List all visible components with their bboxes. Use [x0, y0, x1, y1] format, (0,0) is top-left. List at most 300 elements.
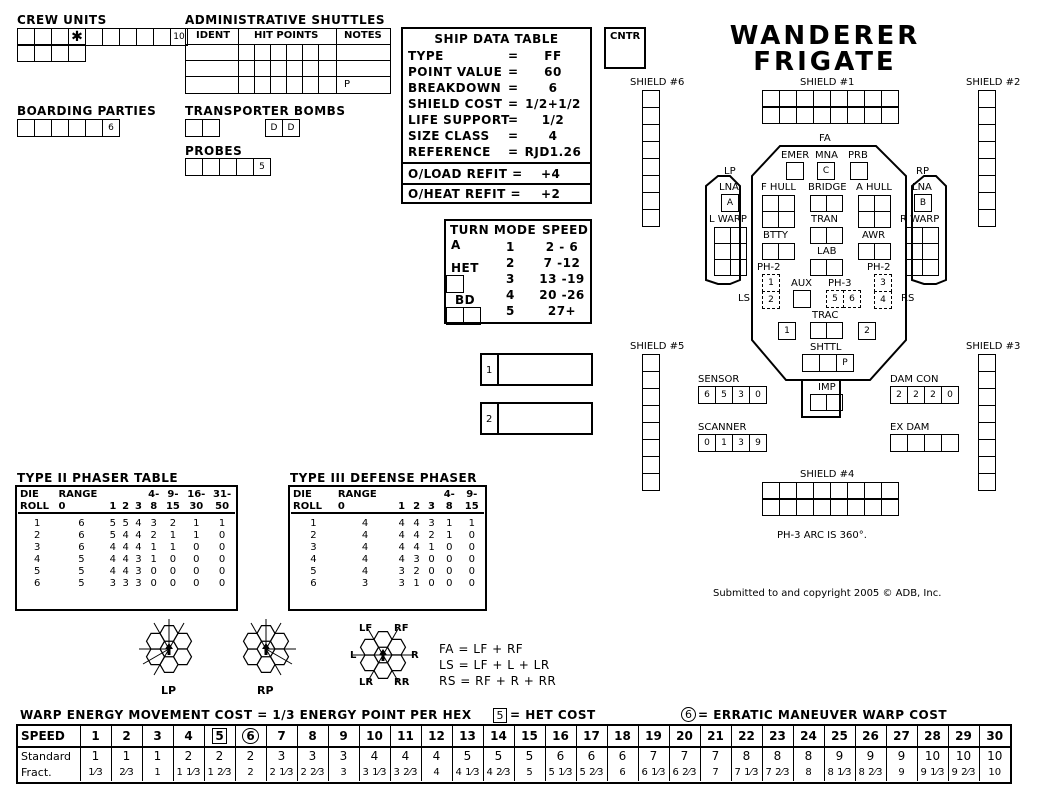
speed-cell	[204, 726, 235, 747]
cntr-box[interactable]	[604, 27, 646, 69]
arc-formula-fa: FA = LF + RF	[439, 642, 524, 656]
exdam-box[interactable]	[924, 434, 942, 452]
speed-value: 22	[738, 729, 755, 743]
ship-data-equals: =	[508, 129, 519, 143]
awr-boxes[interactable]	[858, 243, 890, 259]
arc-r-label: R	[411, 650, 419, 661]
shield3-label: SHIELD #3	[966, 341, 1021, 352]
rp-arc-label: RP	[257, 684, 274, 697]
shield-box[interactable]	[978, 405, 996, 423]
tran-boxes[interactable]	[810, 227, 842, 243]
phaser-cell: 1	[150, 553, 157, 565]
transporter-bombs-label: TRANSPORTER BOMBS	[185, 104, 346, 118]
boarding-box[interactable]: 6	[102, 119, 120, 137]
shield-box[interactable]	[978, 439, 996, 457]
crew-box[interactable]: 10	[170, 28, 188, 46]
phaser-4-box[interactable]: 4	[874, 291, 892, 309]
speed-cell	[607, 726, 638, 747]
imp-boxes[interactable]	[810, 394, 842, 410]
ship-data-header: SHIP DATA TABLE	[434, 32, 559, 46]
overheat-refit-value: +2	[541, 187, 561, 201]
drone-rack-2-box[interactable]: 2	[858, 322, 876, 340]
shield-box[interactable]	[847, 498, 865, 516]
fract-cost-cell: 3 1⁄3	[359, 764, 390, 781]
phaser-header-1: 9-	[466, 488, 478, 500]
standard-cost-cell: 7	[638, 747, 669, 764]
phaser-cell: 6	[310, 577, 317, 589]
phaser-cell: 5	[78, 553, 85, 565]
scanner-box[interactable]: 0	[698, 434, 716, 452]
exdam-box[interactable]	[890, 434, 908, 452]
erratic-maneuver-text: = ERRATIC MANEUVER WARP COST	[698, 708, 948, 722]
damcon-box[interactable]: 2	[924, 386, 942, 404]
speed-cell	[452, 726, 483, 747]
crew-box[interactable]	[153, 28, 171, 46]
phaser-cell: 3	[122, 577, 129, 589]
phaser-header-1	[132, 488, 145, 500]
shield-box[interactable]	[779, 498, 797, 516]
prb-box[interactable]	[850, 162, 868, 180]
shield-box[interactable]	[796, 498, 814, 516]
ahull-boxes[interactable]	[858, 195, 890, 227]
fa-label: FA	[819, 133, 831, 144]
notes-header: NOTES	[344, 30, 382, 41]
phaser-cell: 4	[109, 541, 117, 553]
emer-box[interactable]	[786, 162, 804, 180]
shield-box[interactable]	[642, 90, 660, 108]
boarding-box[interactable]	[34, 119, 52, 137]
phaser-cell: 6	[34, 577, 41, 589]
shield-box[interactable]	[642, 388, 660, 406]
phaser-cell: 0	[150, 577, 157, 589]
sensor-box[interactable]: 3	[732, 386, 750, 404]
admin-shuttles-label: ADMINISTRATIVE SHUTTLES	[185, 13, 385, 27]
crew-box[interactable]	[17, 44, 35, 62]
phaser-header-1: DIE	[293, 488, 312, 500]
fract-cost-cell: 7 2⁄3	[762, 764, 793, 781]
ship-data-key: SHIELD COST	[408, 97, 503, 111]
reserve-box-2[interactable]	[480, 402, 593, 435]
ship-data-key: POINT VALUE	[408, 65, 503, 79]
het-cost-text: = HET COST	[510, 708, 596, 722]
ship-data-value: 6	[548, 81, 558, 95]
phaser-cell: 2	[413, 565, 420, 577]
shield-box[interactable]	[642, 209, 660, 227]
speed-value: 3	[153, 729, 162, 743]
phaser-cell: 2	[428, 529, 435, 541]
shield-box[interactable]	[881, 106, 899, 124]
shield-box[interactable]	[642, 354, 660, 372]
phaser-cell: 2	[34, 529, 41, 541]
fract-cost-cell: 7 1⁄3	[731, 764, 762, 781]
trac-label: TRAC	[812, 310, 839, 321]
phaser-cell: 0	[468, 577, 475, 589]
trac-boxes[interactable]	[810, 322, 842, 338]
shield-box[interactable]	[642, 439, 660, 457]
boarding-box[interactable]	[68, 119, 86, 137]
phaser-1-box[interactable]: 1	[762, 274, 780, 292]
phaser-cell: 1	[34, 517, 41, 529]
drone-rack-1-box[interactable]: 1	[778, 322, 796, 340]
shield2-label: SHIELD #2	[966, 77, 1021, 88]
bd-box[interactable]	[463, 307, 481, 325]
exdam-track	[890, 434, 959, 452]
phaser-cell: 5	[78, 577, 85, 589]
crew-box[interactable]	[85, 28, 103, 46]
tbomb-box[interactable]	[202, 119, 220, 137]
shield-box[interactable]	[642, 158, 660, 176]
phaser-cell: 4	[109, 565, 117, 577]
awr-label: AWR	[862, 230, 886, 241]
shield-box[interactable]	[978, 175, 996, 193]
shield-box[interactable]	[762, 498, 780, 516]
shield-box[interactable]	[830, 106, 848, 124]
phaser-cell: 1	[446, 529, 453, 541]
shield-box[interactable]	[813, 106, 831, 124]
phaser-cell: 0	[428, 577, 435, 589]
ph2-left-label: PH-2	[757, 262, 781, 273]
phaser-cell: 1	[169, 529, 177, 541]
crew-units-label: CREW UNITS	[17, 13, 107, 27]
speed-header: SPEED	[542, 223, 589, 237]
phaser-cell: 1	[428, 541, 435, 553]
shield-box[interactable]	[978, 354, 996, 372]
shield-box[interactable]	[642, 192, 660, 210]
phaser2-table	[15, 485, 238, 611]
shuttle-box[interactable]: P	[836, 354, 854, 372]
fract-cost-cell: 9	[886, 764, 917, 781]
standard-cost-cell: 9	[855, 747, 886, 764]
phaser-cell: 4	[413, 517, 420, 529]
dummy-bomb-box[interactable]: D	[282, 119, 300, 137]
arc-rf-label: RF	[394, 623, 409, 634]
copyright-note: Submitted to and copyright 2005 © ADB, Inc.	[713, 588, 942, 599]
phaser-cell: 0	[428, 553, 435, 565]
prb-label: PRB	[848, 150, 868, 161]
speed-cell	[421, 726, 452, 747]
phaser-cell: 0	[468, 565, 475, 577]
shield-box[interactable]	[864, 106, 882, 124]
bridge-boxes[interactable]	[810, 195, 842, 211]
standard-cost-cell: 6	[545, 747, 576, 764]
speed-value: 14	[490, 729, 507, 743]
speed-cell	[886, 726, 917, 747]
phaser-header-1	[424, 488, 439, 500]
phaser-cell: 3	[361, 577, 369, 589]
btty-boxes[interactable]	[762, 243, 794, 259]
shield-box[interactable]	[978, 192, 996, 210]
speed-cell	[917, 726, 948, 747]
shield-box[interactable]	[978, 388, 996, 406]
phaser-cell: 6	[78, 541, 85, 553]
standard-cost-cell: 8	[731, 747, 762, 764]
shield-box[interactable]	[978, 422, 996, 440]
shield-box[interactable]	[978, 124, 996, 142]
fract-cost-cell: 5	[514, 764, 545, 781]
phaser-header-1: 9-	[167, 488, 179, 500]
tran-label: TRAN	[811, 214, 838, 225]
shuttle-box[interactable]	[819, 354, 837, 372]
phaser-row	[18, 529, 235, 541]
standard-cost-cell: 6	[576, 747, 607, 764]
crew-box[interactable]	[51, 44, 69, 62]
probe-box[interactable]: 5	[253, 158, 271, 176]
phaser-cell: 4	[361, 529, 369, 541]
exdam-box[interactable]	[941, 434, 959, 452]
phaser-cell: 4	[122, 565, 129, 577]
fract-cost-cell: 4 2⁄3	[483, 764, 514, 781]
scanner-box[interactable]: 9	[749, 434, 767, 452]
phaser-cell: 0	[468, 553, 475, 565]
shield-box[interactable]	[642, 175, 660, 193]
ship-data-key: LIFE SUPPORT	[408, 113, 510, 127]
speed-cell	[390, 726, 421, 747]
damcon-box[interactable]: 2	[890, 386, 908, 404]
scanner-label: SCANNER	[698, 422, 747, 433]
fract-cost-cell: 6 1⁄3	[638, 764, 669, 781]
phaser-cell: 1	[150, 541, 157, 553]
ph2-right-boxes	[874, 274, 892, 309]
arc-formula-rs: RS = RF + R + RR	[439, 674, 557, 688]
crew-box[interactable]	[102, 28, 120, 46]
phaser-cell: 5	[109, 529, 117, 541]
shield-box[interactable]	[642, 456, 660, 474]
probe-box[interactable]	[185, 158, 203, 176]
lp-arc-diagram	[136, 616, 202, 682]
speed-row-label: SPEED	[18, 726, 80, 747]
phaser-header-1	[409, 488, 424, 500]
speed-value: 10	[366, 729, 383, 743]
speed-cell	[483, 726, 514, 747]
fract-cost-cell: 9 1⁄3	[917, 764, 948, 781]
phaser-2-box[interactable]: 2	[762, 291, 780, 309]
phaser-cell: 5	[78, 565, 85, 577]
shield-box[interactable]	[813, 498, 831, 516]
probe-box[interactable]	[219, 158, 237, 176]
speed-cell	[855, 726, 886, 747]
het-box[interactable]	[446, 275, 464, 293]
speed-cell	[514, 726, 545, 747]
standard-cost-cell: 7	[700, 747, 731, 764]
ship-title-line1: WANDERER	[729, 21, 921, 51]
fract-cost-cell: 1⁄3	[80, 764, 111, 781]
phaser-cell: 4	[413, 529, 420, 541]
standard-cost-cell: 10	[979, 747, 1010, 764]
turn-mode-value: 3	[506, 272, 515, 286]
shield-box[interactable]	[864, 498, 882, 516]
phaser-cell: 0	[193, 577, 200, 589]
ship-data-value: 4	[548, 129, 558, 143]
crew-box[interactable]	[34, 44, 52, 62]
crew-box[interactable]	[119, 28, 137, 46]
shield-box[interactable]	[978, 90, 996, 108]
phaser-header-1: RANGE	[337, 488, 377, 500]
phaser-header-2: ROLL	[293, 500, 322, 512]
rwarp-boxes[interactable]	[906, 227, 938, 275]
shield-box[interactable]	[642, 124, 660, 142]
shield5-label: SHIELD #5	[630, 341, 685, 352]
shuttle-box[interactable]	[802, 354, 820, 372]
speed-cell	[328, 726, 359, 747]
shield-box[interactable]	[978, 209, 996, 227]
speed-value: 18	[614, 729, 631, 743]
speed-value: 20	[676, 729, 693, 743]
boarding-box[interactable]	[17, 119, 35, 137]
bd-box[interactable]	[446, 307, 464, 325]
shield-box[interactable]	[642, 422, 660, 440]
phaser-header-1: DIE	[20, 488, 39, 500]
lna-box[interactable]: A	[721, 194, 739, 212]
sensor-box[interactable]: 6	[698, 386, 716, 404]
speed-cell	[793, 726, 824, 747]
shield-box[interactable]	[642, 371, 660, 389]
shield-box[interactable]	[642, 107, 660, 125]
shield-box[interactable]	[978, 473, 996, 491]
phaser-cell: 4	[122, 541, 129, 553]
shield-box[interactable]	[978, 371, 996, 389]
shield-box[interactable]	[847, 106, 865, 124]
sensor-box[interactable]: 5	[715, 386, 733, 404]
crew-box[interactable]	[68, 44, 86, 62]
phaser-cell: 0	[218, 553, 226, 565]
standard-cost-cell: 1	[142, 747, 173, 764]
phaser-header-2: 30	[189, 500, 204, 512]
phaser-header-1: RANGE	[58, 488, 98, 500]
overload-refit-value: +4	[541, 167, 561, 181]
shield-box[interactable]	[642, 405, 660, 423]
speed-cell	[266, 726, 297, 747]
phaser-cell: 0	[193, 553, 200, 565]
reserve-box-1[interactable]	[480, 353, 593, 386]
speed-value: 19	[645, 729, 662, 743]
speed-value: 30	[986, 729, 1004, 743]
ph3-label: PH-3	[828, 278, 852, 289]
boarding-box[interactable]	[85, 119, 103, 137]
ship-data-table	[401, 27, 592, 204]
boarding-box[interactable]	[51, 119, 69, 137]
speed-value: 26	[862, 729, 879, 743]
phaser-cell: 4	[398, 529, 405, 541]
standard-cost-cell: 4	[359, 747, 390, 764]
damcon-box[interactable]: 2	[907, 386, 925, 404]
arc-formula-ls: LS = LF + L + LR	[439, 658, 550, 672]
dummy-bomb-box[interactable]: D	[265, 119, 283, 137]
phaser-cell: 3	[34, 541, 41, 553]
speed-cell	[700, 726, 731, 747]
phaser-cell: 4	[135, 541, 142, 553]
fract-cost-cell: 3 2⁄3	[390, 764, 421, 781]
ship-data-equals: =	[508, 97, 519, 111]
phaser-cell: 1	[468, 517, 475, 529]
fract-cost-cell: 4 1⁄3	[452, 764, 483, 781]
tbomb-box[interactable]	[185, 119, 203, 137]
fract-cost-cell: 1 2⁄3	[204, 764, 235, 781]
fract-cost-cell: 3	[328, 764, 359, 781]
probe-box[interactable]	[236, 158, 254, 176]
crew-box[interactable]	[136, 28, 154, 46]
shield-box[interactable]	[978, 141, 996, 159]
standard-cost-cell: 5	[483, 747, 514, 764]
phaser-cell: 0	[468, 529, 475, 541]
phaser-header-2: 1	[398, 500, 406, 512]
phaser-cell: 1	[169, 541, 177, 553]
phaser-header-2: 15	[165, 500, 180, 512]
ship-data-key: SIZE CLASS	[408, 129, 490, 143]
rs-label: RS	[901, 293, 915, 304]
arc-hex	[244, 649, 262, 665]
shield-box[interactable]	[762, 106, 780, 124]
aux-box[interactable]	[793, 290, 811, 308]
speed-cell	[297, 726, 328, 747]
fract-cost-cell: 8 2⁄3	[855, 764, 886, 781]
lwarp-boxes[interactable]	[714, 227, 746, 275]
ls-label: LS	[738, 293, 750, 304]
speed-value: 1	[91, 729, 100, 743]
shield-box[interactable]	[978, 158, 996, 176]
shield-box[interactable]	[779, 106, 797, 124]
phaser-header-2: 3	[134, 500, 142, 512]
lp-arc-label: LP	[161, 684, 177, 697]
shield-box[interactable]	[642, 473, 660, 491]
ship-title-line2: FRIGATE	[753, 47, 897, 77]
fhull-boxes[interactable]	[762, 195, 794, 227]
shield-box[interactable]	[881, 498, 899, 516]
speed-cell	[824, 726, 855, 747]
phaser-6-box[interactable]: 6	[843, 290, 861, 308]
lab-boxes[interactable]	[810, 259, 842, 275]
shuttle-p-note: P	[344, 79, 351, 90]
sensor-track	[698, 386, 767, 404]
movement-cost-table	[16, 724, 1012, 784]
shield-box[interactable]	[978, 107, 996, 125]
mna-box[interactable]: C	[817, 162, 835, 180]
shield-box[interactable]	[978, 456, 996, 474]
standard-cost-cell: 4	[421, 747, 452, 764]
speed-cell	[948, 726, 979, 747]
cntr-label: CNTR	[610, 31, 641, 42]
shield-box[interactable]	[830, 498, 848, 516]
scanner-box[interactable]: 1	[715, 434, 733, 452]
het-cost-marker: 5	[493, 708, 507, 723]
phaser-header-2: 2	[122, 500, 130, 512]
rna-box[interactable]: B	[914, 194, 932, 212]
damcon-label: DAM CON	[890, 374, 939, 385]
arc-rr-label: RR	[394, 677, 410, 688]
phaser-cell: 0	[428, 565, 435, 577]
phaser-cell: 5	[34, 565, 41, 577]
fhull-label: F HULL	[761, 182, 796, 193]
phaser-cell: 1	[218, 517, 226, 529]
sensor-box[interactable]: 0	[749, 386, 767, 404]
speed-value: 16	[552, 729, 569, 743]
phaser-header-1: 4-	[148, 488, 160, 500]
phaser-3-box[interactable]: 3	[874, 274, 892, 292]
crew-box[interactable]: ✱	[68, 28, 86, 46]
arc-lr-label: LR	[359, 677, 374, 688]
probes-label: PROBES	[185, 144, 243, 158]
probe-box[interactable]	[202, 158, 220, 176]
standard-cost-cell: 1	[80, 747, 111, 764]
scanner-box[interactable]: 3	[732, 434, 750, 452]
shttl-boxes	[802, 354, 854, 372]
damcon-box[interactable]: 0	[941, 386, 959, 404]
bridge-label: BRIDGE	[808, 182, 847, 193]
phaser-5-box[interactable]: 5	[826, 290, 844, 308]
shield-box[interactable]	[642, 141, 660, 159]
ship-data-equals: =	[508, 49, 519, 63]
exdam-box[interactable]	[907, 434, 925, 452]
shield-box[interactable]	[796, 106, 814, 124]
